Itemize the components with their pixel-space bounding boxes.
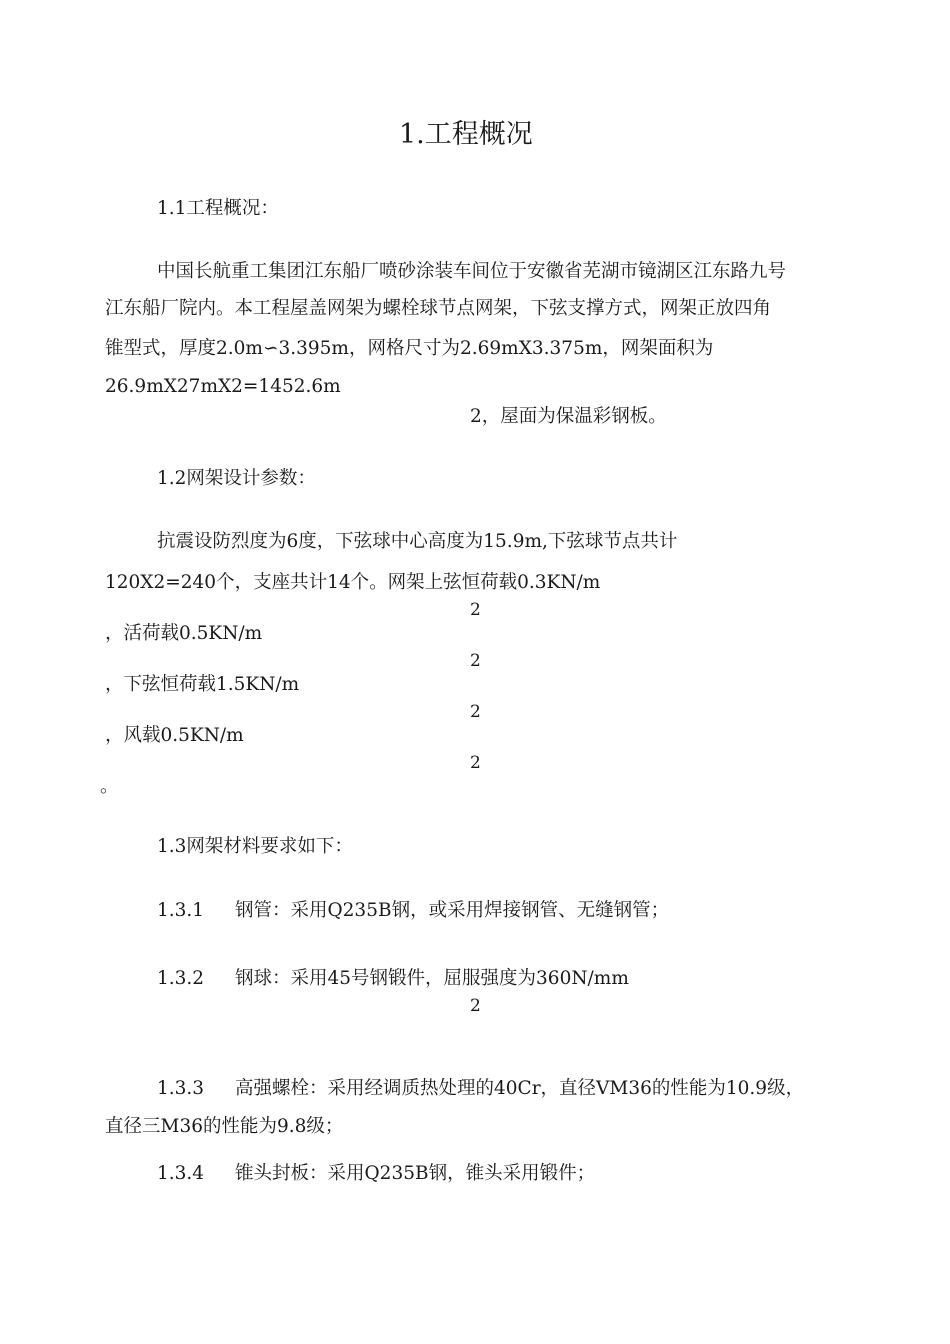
- paragraph-line: 直径三M36的性能为9.8级；: [105, 1116, 344, 1137]
- section-1-1-heading: 1.1工程概况：: [157, 198, 279, 219]
- paragraph-line: 中国长航重工集团江东船厂喷砂涂装车间位于安徽省芜湖市镜湖区江东路九号: [157, 261, 787, 282]
- paragraph-line: ，活荷载0.5KN/m: [105, 623, 263, 644]
- item-number: 1.3.4: [157, 1163, 205, 1184]
- superscript-2: 2: [470, 600, 481, 620]
- item-number: 1.3.3: [157, 1078, 205, 1099]
- list-item: [157, 1080, 804, 1099]
- paragraph-line: ，下弦恒荷载1.5KN/m: [105, 674, 300, 695]
- item-number: 1.3.2: [157, 968, 205, 989]
- superscript-2: 2: [470, 753, 481, 773]
- superscript-2: 2: [470, 651, 481, 671]
- paragraph-line: 120X2=240个，支座共计14个。网架上弦恒荷载0.3KN/m: [105, 572, 601, 593]
- paragraph-line: 江东船厂院内。本工程屋盖网架为螺栓球节点网架，下弦支撑方式，网架正放四角: [105, 298, 772, 319]
- list-item: [157, 970, 629, 989]
- section-1-2-heading: 1.2网架设计参数：: [157, 468, 316, 489]
- list-item: [157, 902, 669, 921]
- paragraph-line: 26.9mX27mX2=1452.6m: [105, 376, 341, 397]
- section-1-3-heading: 1.3网架材料要求如下：: [157, 836, 353, 857]
- paragraph-line: ，风载0.5KN/m: [105, 725, 244, 746]
- item-text: 锥头封板：采用Q235B钢，锥头采用锻件；: [235, 1163, 596, 1184]
- paragraph-line: 抗震设防烈度为6度，下弦球中心高度为15.9m,下弦球节点共计: [157, 531, 678, 552]
- superscript-2: 2: [470, 702, 481, 722]
- superscript-2: 2: [470, 996, 481, 1016]
- item-number: 1.3.1: [157, 900, 205, 921]
- paragraph-line: 。: [100, 776, 119, 797]
- item-text: 钢管：采用Q235B钢，或采用焊接钢管、无缝钢管；: [235, 900, 670, 921]
- paragraph-line: 锥型式，厚度2.0m∽3.395m，网格尺寸为2.69mX3.375m，网架面积为: [105, 338, 714, 359]
- item-text: 高强螺栓：采用经调质热处理的40Cr，直径VM36的性能为10.9级，: [235, 1078, 805, 1099]
- page-title: 1.工程概况: [399, 119, 533, 150]
- paragraph-line: 2，屋面为保温彩钢板。: [470, 406, 667, 427]
- list-item: [157, 1165, 595, 1184]
- item-text: 钢球：采用45号钢锻件，屈服强度为360N/mm: [235, 968, 629, 989]
